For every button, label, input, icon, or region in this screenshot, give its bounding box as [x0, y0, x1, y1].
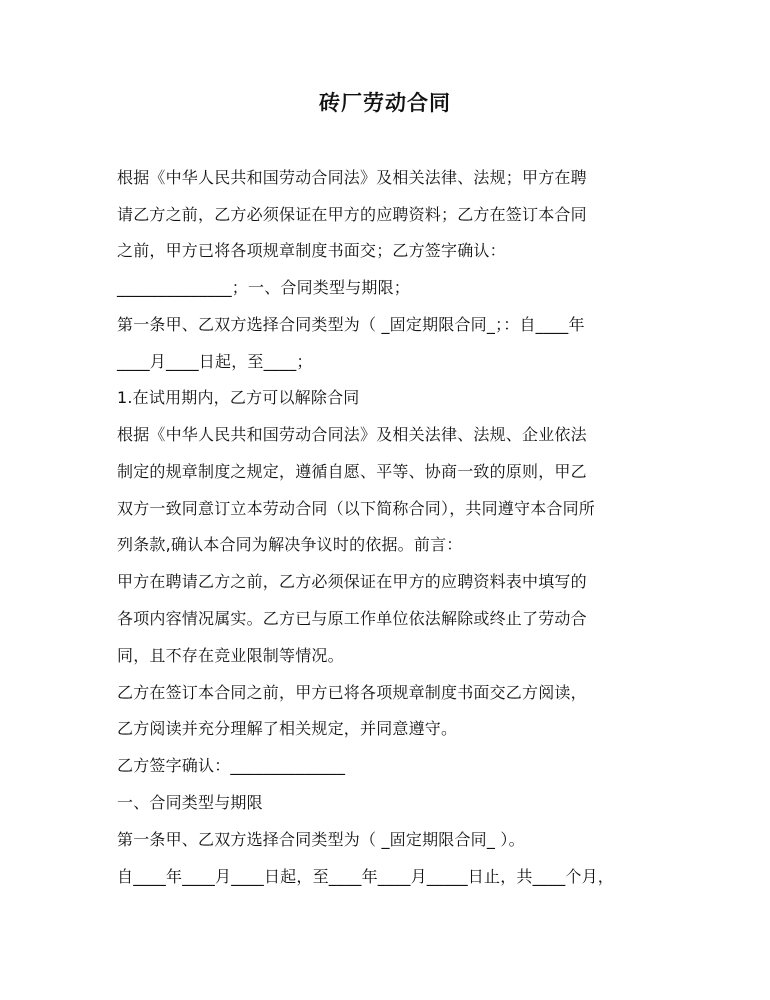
- paragraph-line: 同，且不存在竞业限制等情况。: [117, 646, 344, 665]
- paragraph-line: ______________；一、合同类型与期限；: [117, 278, 411, 297]
- paragraph-line: 1.在试用期内，乙方可以解除合同: [117, 388, 360, 407]
- paragraph-line: 各项内容情况属实。乙方已与原工作单位依法解除或终止了劳动合: [117, 609, 587, 628]
- paragraph-line: 制定的规章制度之规定，遵循自愿、平等、协商一致的原则，甲乙: [117, 462, 587, 481]
- paragraph-line: 请乙方之前，乙方必须保证在甲方的应聘资料；乙方在签订本合同: [117, 205, 587, 224]
- paragraph-line: 乙方在签订本合同之前，甲方已将各项规章制度书面交乙方阅读，: [117, 683, 587, 702]
- paragraph-line: 列条款,确认本合同为解决争议时的依据。前言：: [117, 535, 463, 554]
- paragraph-line: 第一条甲、乙双方选择合同类型为（ _固定期限合同_；：自____年: [117, 315, 585, 334]
- paragraph-line: 双方一致同意订立本劳动合同（以下简称合同），共同遵守本合同所: [117, 499, 596, 518]
- paragraph-line: 之前，甲方已将各项规章制度书面交；乙方签字确认：: [117, 241, 506, 260]
- paragraph-line: 甲方在聘请乙方之前，乙方必须保证在甲方的应聘资料表中填写的: [117, 572, 587, 591]
- paragraph-line: 自____年____月____日起，至____年____月_____日止，共____个月，: [117, 867, 615, 886]
- document-title: 砖厂劳动合同: [319, 91, 451, 115]
- paragraph-line: 第一条甲、乙双方选择合同类型为（ _固定期限合同_ ）。: [117, 830, 525, 849]
- paragraph-line: 乙方阅读并充分理解了相关规定，并同意遵守。: [117, 719, 458, 738]
- section-heading: 一、合同类型与期限: [117, 793, 263, 812]
- paragraph-line: 根据《中华人民共和国劳动合同法》及相关法律、法规、企业依法: [117, 425, 587, 444]
- paragraph-line: 根据《中华人民共和国劳动合同法》及相关法律、法规；甲方在聘: [117, 168, 587, 187]
- signature-line: 乙方签字确认：______________: [117, 756, 346, 775]
- paragraph-line: ____月____日起，至____；: [117, 352, 313, 371]
